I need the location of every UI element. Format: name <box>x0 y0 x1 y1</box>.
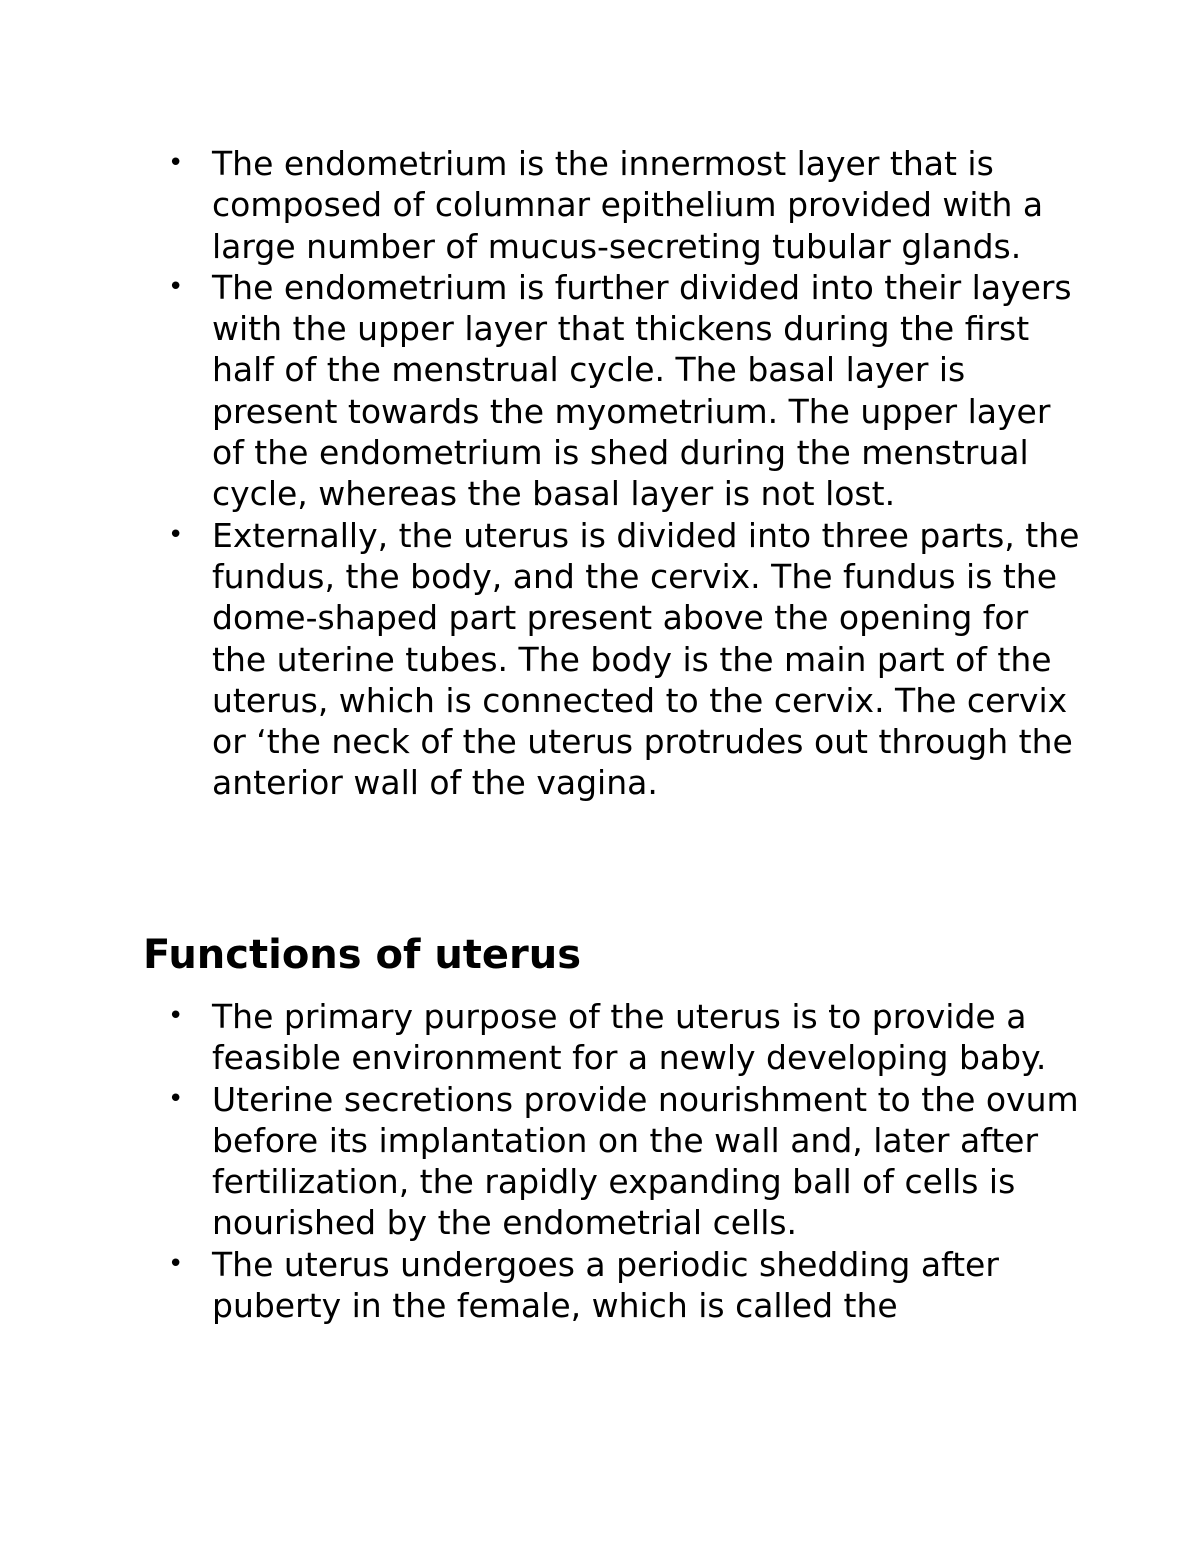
bullet-marker: • <box>168 148 184 178</box>
list-item <box>168 515 1082 804</box>
list-item-text: The endometrium is further divided into their layers with the upper layer that thickens during the first half of the menstrual cycle. The basal layer is present towards the myometrium. The upper layer of the endometrium is shed during the menstrual cycle, whereas the basal layer is not lost. <box>212 267 1072 514</box>
bullet-marker: • <box>168 1248 184 1279</box>
bullet-marker: • <box>168 1001 184 1031</box>
bullet-marker: • <box>168 271 184 302</box>
list-item <box>168 1079 1082 1244</box>
bullet-marker: • <box>168 519 184 550</box>
bullet-marker: • <box>168 1083 184 1114</box>
list-item <box>168 996 1082 1079</box>
section-heading: Functions of uterus <box>143 932 582 978</box>
endometrium-bullet-list <box>168 143 1082 804</box>
list-item-text: The endometrium is the innermost layer that is composed of columnar epithelium provided with a large number of mucus-secreting tubular glands. <box>212 144 1044 266</box>
list-item-text: The uterus undergoes a periodic shedding after puberty in the female, which is called the <box>212 1244 999 1326</box>
list-item <box>168 143 1082 267</box>
list-item-text: Externally, the uterus is divided into three parts, the fundus, the body, and the cervix. The fundus is the dome-shaped part present above the opening for the uterine tubes. The body is the main part of the uterus, which is connected to the cervix. The cervix or ‘the neck of the uterus protrudes out through the anterior wall of the vagina. <box>212 515 1080 803</box>
list-item-text: The primary purpose of the uterus is to provide a feasible environment for a newly developing baby. <box>212 997 1047 1078</box>
list-item <box>168 1244 1082 1327</box>
list-item <box>168 267 1082 515</box>
list-item-text: Uterine secretions provide nourishment to the ovum before its implantation on the wall and, later after fertilization, the rapidly expanding ball of cells is nourished by the endometrial cells. <box>212 1079 1079 1243</box>
functions-bullet-list <box>168 996 1082 1326</box>
